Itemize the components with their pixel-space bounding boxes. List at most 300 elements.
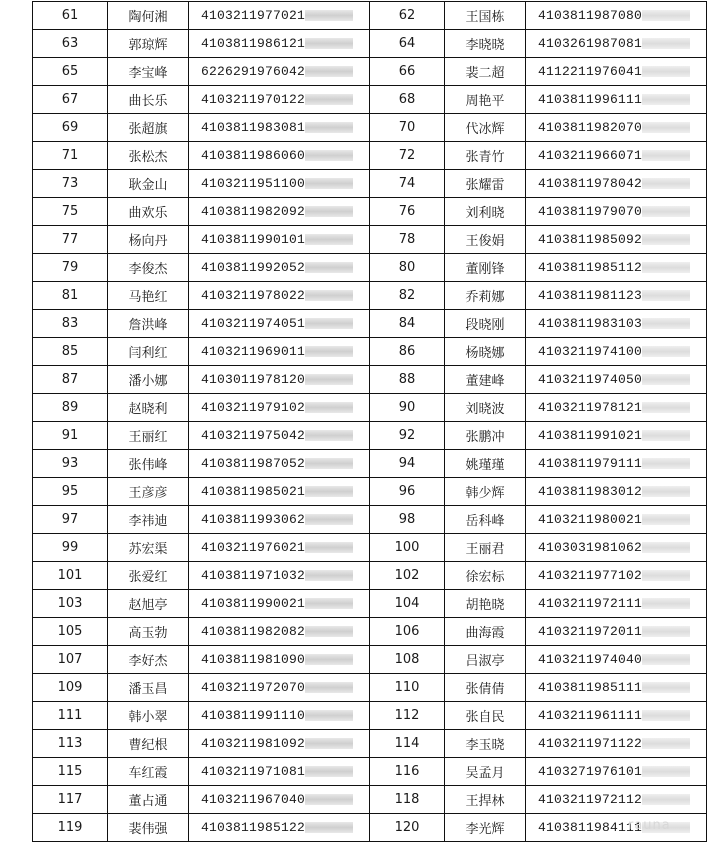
serial-number-cell: 66 [370,58,445,86]
id-number-visible-digits: 4103211976021 [201,540,306,555]
id-number-visible-digits: 4103811985122 [201,820,306,835]
redaction-bar [305,514,353,525]
table-row [33,646,707,674]
person-name-cell: 曹纪根 [108,730,189,758]
id-number-visible-digits: 4103811996111 [538,92,643,107]
serial-number-cell: 87 [33,366,108,394]
id-number-visible-digits: 4103011978120 [201,372,306,387]
redaction-bar [642,318,690,329]
table-row [33,450,707,478]
redaction-bar [305,374,353,385]
person-name-cell: 胡艳晓 [445,590,526,618]
redaction-bar [305,10,353,21]
redaction-bar [642,514,690,525]
serial-number-cell: 62 [370,2,445,30]
id-number-cell [526,422,707,450]
id-number-cell [189,618,370,646]
serial-number-cell: 100 [370,534,445,562]
serial-number-cell: 92 [370,422,445,450]
id-number-visible-digits: 4103211967040 [201,792,306,807]
id-number-cell [526,198,707,226]
person-name-cell: 张超旗 [108,114,189,142]
person-name-cell: 杨晓娜 [445,338,526,366]
person-name-cell: 韩小翠 [108,702,189,730]
table-row [33,562,707,590]
person-name-cell: 岳科峰 [445,506,526,534]
id-number-cell [189,814,370,842]
id-number-visible-digits: 4103211971081 [201,764,306,779]
redaction-bar [642,10,690,21]
id-number-visible-digits: 4103811990021 [201,596,306,611]
person-name-cell: 刘利晓 [445,198,526,226]
id-number-visible-digits: 4103031981062 [538,540,643,555]
table-row [33,58,707,86]
person-name-cell: 姚瑾瑾 [445,450,526,478]
table-row [33,478,707,506]
id-number-visible-digits: 4103811987052 [201,456,306,471]
table-row [33,338,707,366]
person-name-cell: 裴伟强 [108,814,189,842]
id-number-visible-digits: 4103811984111 [538,820,643,835]
table-row [33,142,707,170]
table-row [33,226,707,254]
person-name-cell: 潘小娜 [108,366,189,394]
redaction-bar [305,766,353,777]
person-name-cell: 张爱红 [108,562,189,590]
id-number-visible-digits: 4103811985021 [201,484,306,499]
redaction-bar [642,710,690,721]
serial-number-cell: 120 [370,814,445,842]
id-number-visible-digits: 4103211969011 [201,344,306,359]
serial-number-cell: 74 [370,170,445,198]
person-name-cell: 曲欢乐 [108,198,189,226]
table-row [33,422,707,450]
serial-number-cell: 101 [33,562,108,590]
serial-number-cell: 63 [33,30,108,58]
redaction-bar [305,262,353,273]
person-name-cell: 张鹏冲 [445,422,526,450]
id-number-visible-digits: 4103211978022 [201,288,306,303]
table-row [33,618,707,646]
person-name-cell: 李俊杰 [108,254,189,282]
id-number-visible-digits: 4103811971032 [201,568,306,583]
redaction-bar [305,150,353,161]
person-name-cell: 杨向丹 [108,226,189,254]
redaction-bar [642,374,690,385]
redaction-bar [305,710,353,721]
id-number-visible-digits: 4103211972011 [538,624,643,639]
id-number-cell [189,282,370,310]
id-number-cell [189,142,370,170]
table-row [33,282,707,310]
person-name-cell: 赵晓利 [108,394,189,422]
id-number-cell [526,86,707,114]
redaction-bar [642,150,690,161]
person-name-cell: 吴孟月 [445,758,526,786]
serial-number-cell: 80 [370,254,445,282]
table-row [33,170,707,198]
serial-number-cell: 61 [33,2,108,30]
table-row [33,394,707,422]
serial-number-cell: 73 [33,170,108,198]
redaction-bar [305,318,353,329]
id-number-visible-digits: 4103271976101 [538,764,643,779]
id-number-cell [189,86,370,114]
redaction-bar [305,234,353,245]
id-number-cell [526,142,707,170]
id-number-cell [526,282,707,310]
id-number-visible-digits: 4112211976041 [538,64,643,79]
person-name-cell: 王俊娟 [445,226,526,254]
serial-number-cell: 72 [370,142,445,170]
id-number-visible-digits: 4103811982070 [538,120,643,135]
table-row [33,366,707,394]
serial-number-cell: 106 [370,618,445,646]
person-name-cell: 张耀雷 [445,170,526,198]
id-number-visible-digits: 4103811982082 [201,624,306,639]
id-number-cell [189,786,370,814]
person-name-cell: 苏宏渠 [108,534,189,562]
id-number-cell [189,646,370,674]
redaction-bar [305,822,353,833]
serial-number-cell: 116 [370,758,445,786]
id-number-visible-digits: 4103811993062 [201,512,306,527]
person-name-cell: 李玉晓 [445,730,526,758]
id-number-visible-digits: 4103211972111 [538,596,643,611]
id-number-cell [526,730,707,758]
redaction-bar [642,542,690,553]
id-number-visible-digits: 4103211979102 [201,400,306,415]
id-number-visible-digits: 4103811986121 [201,36,306,51]
redaction-bar [305,654,353,665]
person-name-cell: 韩少辉 [445,478,526,506]
id-number-cell [526,394,707,422]
id-number-cell [526,506,707,534]
table-row [33,506,707,534]
id-number-visible-digits: 4103211974050 [538,372,643,387]
id-number-cell [526,478,707,506]
person-name-cell: 王彦彦 [108,478,189,506]
serial-number-cell: 94 [370,450,445,478]
redaction-bar [305,458,353,469]
serial-number-cell: 70 [370,114,445,142]
id-number-visible-digits: 4103211974040 [538,652,643,667]
id-number-cell [526,58,707,86]
person-name-cell: 张倩倩 [445,674,526,702]
redaction-bar [305,682,353,693]
serial-number-cell: 86 [370,338,445,366]
person-name-cell: 马艳红 [108,282,189,310]
serial-number-cell: 75 [33,198,108,226]
table-row [33,674,707,702]
id-number-cell [189,674,370,702]
id-number-cell [189,730,370,758]
id-number-cell [526,618,707,646]
serial-number-cell: 83 [33,310,108,338]
redaction-bar [642,598,690,609]
serial-number-cell: 118 [370,786,445,814]
redaction-bar [642,682,690,693]
id-number-cell [526,30,707,58]
id-number-visible-digits: 4103211972070 [201,680,306,695]
serial-number-cell: 107 [33,646,108,674]
person-name-cell: 李宝峰 [108,58,189,86]
redaction-bar [305,738,353,749]
id-number-visible-digits: 4103811979070 [538,204,643,219]
redaction-bar [642,794,690,805]
person-name-cell: 陶何湘 [108,2,189,30]
id-number-visible-digits: 4103211975042 [201,428,306,443]
serial-number-cell: 88 [370,366,445,394]
table-row [33,30,707,58]
id-number-visible-digits: 4103211951100 [201,176,306,191]
serial-number-cell: 64 [370,30,445,58]
serial-number-cell: 117 [33,786,108,814]
id-number-visible-digits: 4103211972112 [538,792,643,807]
serial-number-cell: 69 [33,114,108,142]
serial-number-cell: 110 [370,674,445,702]
table-row [33,590,707,618]
redaction-bar [642,486,690,497]
id-number-visible-digits: 4103811987080 [538,8,643,23]
redaction-bar [642,654,690,665]
id-number-cell [189,310,370,338]
table-row [33,114,707,142]
id-number-cell [526,814,707,842]
person-name-cell: 李好杰 [108,646,189,674]
id-number-cell [189,170,370,198]
serial-number-cell: 114 [370,730,445,758]
table-row [33,534,707,562]
id-number-cell [526,534,707,562]
redaction-bar [642,570,690,581]
redaction-bar [305,346,353,357]
table-row [33,254,707,282]
serial-number-cell: 68 [370,86,445,114]
person-name-cell: 代冰辉 [445,114,526,142]
redaction-bar [305,290,353,301]
redaction-bar [305,66,353,77]
person-name-cell: 王丽君 [445,534,526,562]
id-number-visible-digits: 4103211977102 [538,568,643,583]
redaction-bar [642,94,690,105]
person-name-cell: 曲长乐 [108,86,189,114]
serial-number-cell: 84 [370,310,445,338]
table-row [33,86,707,114]
redaction-bar [642,122,690,133]
person-name-cell: 李光辉 [445,814,526,842]
redaction-bar [642,430,690,441]
id-number-cell [189,394,370,422]
redaction-bar [305,542,353,553]
serial-number-cell: 78 [370,226,445,254]
serial-number-cell: 81 [33,282,108,310]
person-name-cell: 董刚锋 [445,254,526,282]
id-number-cell [526,226,707,254]
serial-number-cell: 85 [33,338,108,366]
id-number-visible-digits: 4103211971122 [538,736,643,751]
person-name-cell: 徐宏标 [445,562,526,590]
person-name-cell: 郭琼辉 [108,30,189,58]
redaction-bar [305,598,353,609]
id-number-cell [189,254,370,282]
roster-table [32,1,707,842]
person-name-cell: 王丽红 [108,422,189,450]
serial-number-cell: 115 [33,758,108,786]
id-number-cell [189,338,370,366]
table-row [33,786,707,814]
id-number-visible-digits: 4103811981090 [201,652,306,667]
id-number-visible-digits: 4103211961111 [538,708,643,723]
person-name-cell: 董占通 [108,786,189,814]
id-number-visible-digits: 4103211974100 [538,344,643,359]
redaction-bar [305,794,353,805]
id-number-visible-digits: 4103211974051 [201,316,306,331]
redaction-bar [642,738,690,749]
person-name-cell: 张松杰 [108,142,189,170]
table-row [33,2,707,30]
serial-number-cell: 99 [33,534,108,562]
id-number-cell [526,338,707,366]
id-number-cell [526,786,707,814]
person-name-cell: 周艳平 [445,86,526,114]
serial-number-cell: 77 [33,226,108,254]
serial-number-cell: 113 [33,730,108,758]
person-name-cell: 高玉勃 [108,618,189,646]
serial-number-cell: 71 [33,142,108,170]
person-name-cell: 段晓刚 [445,310,526,338]
serial-number-cell: 82 [370,282,445,310]
serial-number-cell: 76 [370,198,445,226]
id-number-cell [189,758,370,786]
id-number-visible-digits: 4103211966071 [538,148,643,163]
id-number-visible-digits: 4103211981092 [201,736,306,751]
person-name-cell: 王国栋 [445,2,526,30]
id-number-cell [526,646,707,674]
id-number-cell [189,226,370,254]
redaction-bar [642,262,690,273]
id-number-cell [189,450,370,478]
id-number-visible-digits: 4103811991110 [201,708,306,723]
id-number-cell [526,702,707,730]
person-name-cell: 李祎迪 [108,506,189,534]
id-number-cell [526,254,707,282]
id-number-cell [526,170,707,198]
person-name-cell: 闫利红 [108,338,189,366]
id-number-visible-digits: 4103811983081 [201,120,306,135]
id-number-cell [189,590,370,618]
person-name-cell: 张伟峰 [108,450,189,478]
id-number-cell [189,478,370,506]
person-name-cell: 赵旭亭 [108,590,189,618]
person-name-cell: 刘晓波 [445,394,526,422]
id-number-visible-digits: 4103261987081 [538,36,643,51]
redaction-bar [642,626,690,637]
redaction-bar [305,178,353,189]
id-number-visible-digits: 4103211970122 [201,92,306,107]
id-number-cell [526,450,707,478]
id-number-visible-digits: 4103211977021 [201,8,306,23]
id-number-visible-digits: 4103811985111 [538,680,643,695]
serial-number-cell: 102 [370,562,445,590]
id-number-visible-digits: 4103811990101 [201,232,306,247]
id-number-cell [189,114,370,142]
id-number-cell [526,758,707,786]
watermark: rauna [628,818,671,833]
id-number-cell [526,114,707,142]
table-row [33,758,707,786]
person-name-cell: 潘玉昌 [108,674,189,702]
id-number-cell [189,30,370,58]
id-number-visible-digits: 4103811985092 [538,232,643,247]
id-number-visible-digits: 4103811981123 [538,288,643,303]
id-number-cell [189,422,370,450]
id-number-cell [189,534,370,562]
redaction-bar [305,626,353,637]
person-name-cell: 曲海霞 [445,618,526,646]
id-number-cell [189,58,370,86]
table-row [33,730,707,758]
id-number-cell [189,198,370,226]
redaction-bar [305,94,353,105]
id-number-visible-digits: 4103811982092 [201,204,306,219]
person-name-cell: 张自民 [445,702,526,730]
redaction-bar [642,38,690,49]
person-name-cell: 耿金山 [108,170,189,198]
redaction-bar [305,38,353,49]
serial-number-cell: 112 [370,702,445,730]
id-number-cell [526,562,707,590]
id-number-visible-digits: 4103211980021 [538,512,643,527]
serial-number-cell: 93 [33,450,108,478]
id-number-cell [189,506,370,534]
id-number-cell [526,590,707,618]
redaction-bar [305,486,353,497]
person-name-cell: 李晓晓 [445,30,526,58]
redaction-bar [642,178,690,189]
redaction-bar [642,234,690,245]
id-number-cell [189,2,370,30]
id-number-visible-digits: 4103811983012 [538,484,643,499]
id-number-cell [189,562,370,590]
redaction-bar [642,766,690,777]
redaction-bar [642,346,690,357]
id-number-cell [189,366,370,394]
redaction-bar [305,402,353,413]
person-name-cell: 车红霞 [108,758,189,786]
redaction-bar [642,402,690,413]
roster-body [33,2,707,842]
id-number-cell [189,702,370,730]
redaction-bar [305,570,353,581]
person-name-cell: 王捍林 [445,786,526,814]
serial-number-cell: 108 [370,646,445,674]
table-row [33,814,707,842]
id-number-visible-digits: 4103811983103 [538,316,643,331]
id-number-visible-digits: 4103811992052 [201,260,306,275]
serial-number-cell: 103 [33,590,108,618]
serial-number-cell: 90 [370,394,445,422]
id-number-cell [526,2,707,30]
person-name-cell: 张青竹 [445,142,526,170]
id-number-cell [526,674,707,702]
table-row [33,198,707,226]
person-name-cell: 詹洪峰 [108,310,189,338]
redaction-bar [305,122,353,133]
serial-number-cell: 111 [33,702,108,730]
table-row [33,310,707,338]
serial-number-cell: 65 [33,58,108,86]
